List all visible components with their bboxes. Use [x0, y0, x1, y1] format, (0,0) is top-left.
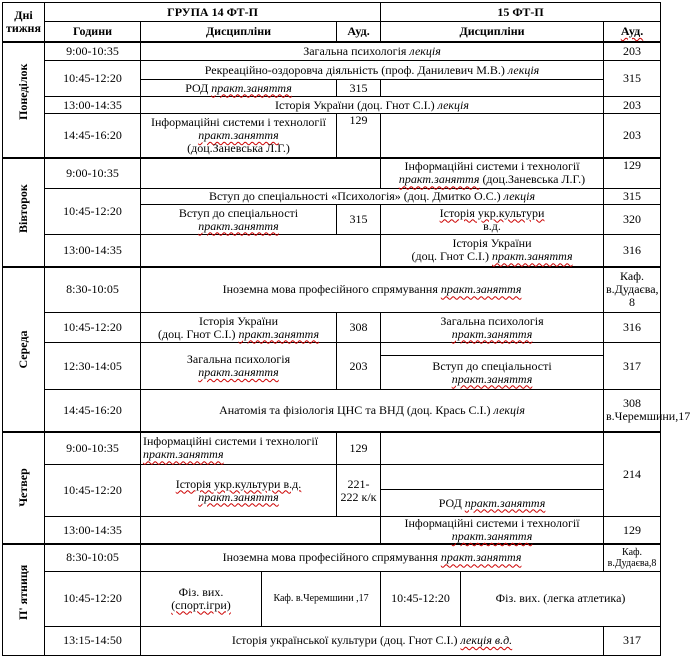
room-cell: Каф. в.Дудаєва,8 [604, 544, 661, 571]
subject-cell: Вступ до спеціальності практ.заняття [141, 205, 337, 235]
time-cell: 10:45-12:20 [45, 189, 141, 235]
subjects-header-2: Дисципліни [381, 22, 604, 42]
subjects-header-1: Дисципліни [141, 22, 337, 42]
subject-cell: Інформаційні системи і технології практ.заняття [141, 432, 337, 465]
subject-cell: Інформаційні системи і технології практ.заняття (доц.Заневська Л.Г.) [141, 114, 337, 158]
room-cell: Каф. в.Черемшини ,17 [262, 571, 381, 626]
room-cell: 315 [337, 80, 381, 97]
schedule-table [2, 2, 690, 656]
group1-header: ГРУПА 14 ФТ-П [45, 3, 381, 22]
room-cell: 203 [337, 343, 381, 390]
time-cell: 9:00-10:35 [45, 432, 141, 465]
room-cell: 316 [604, 235, 661, 267]
subject-cell: Історія укр.культури в.д. [381, 205, 604, 235]
empty-cell [141, 235, 381, 267]
time-cell: 8:30-10:05 [45, 267, 141, 313]
day-friday: П' ятниця [3, 544, 45, 655]
time-cell: 14:45-16:20 [45, 390, 141, 432]
room-cell: 214 [604, 432, 661, 517]
room-cell: 203 [604, 114, 661, 158]
room-cell: 129 [604, 158, 661, 189]
time-cell: 12:30-14:05 [45, 343, 141, 390]
subject-cell: Загальна психологія практ.заняття [381, 313, 604, 343]
room-header-2: Ауд. [604, 22, 661, 42]
subject-cell: Фіз. вих. (легка атлетика) [461, 571, 661, 626]
day-thursday: Четвер [3, 432, 45, 545]
room-cell: 129 [337, 432, 381, 465]
room-cell: 317 [604, 626, 661, 655]
empty-cell [381, 80, 604, 97]
empty-cell [381, 465, 604, 490]
empty-cell [381, 114, 604, 158]
empty-cell [141, 517, 381, 545]
subject-cell: РОД практ.заняття [381, 490, 604, 517]
subject-cell: Інформаційні системи і технології практ.заняття (доц.Заневська Л.Г.) [381, 158, 604, 189]
time-cell: 8:30-10:05 [45, 544, 141, 571]
time-cell: 10:45-12:20 [45, 61, 141, 97]
empty-cell [381, 432, 604, 465]
room-cell: 203 [604, 42, 661, 61]
room-cell: Каф. в.Дудаєва, 8 [604, 267, 661, 313]
time-cell: 14:45-16:20 [45, 114, 141, 158]
time-cell: 10:45-12:20 [45, 465, 141, 517]
time-cell: 10:45-12:20 [381, 571, 461, 626]
subject-cell: Історія України (доц. Гнот С.І.) лекція [141, 97, 604, 114]
time-cell: 9:00-10:35 [45, 158, 141, 189]
empty-cell [141, 158, 381, 189]
subject-cell: Іноземна мова професійного спрямування практ.заняття [141, 267, 604, 313]
room-cell: 315 [604, 61, 661, 97]
subject-cell: Історія України (доц. Гнот С.І.) практ.заняття [381, 235, 604, 267]
subject-cell: Вступ до спеціальності практ.заняття [381, 356, 604, 390]
room-cell: 308 в.Черемшини,17 [604, 390, 661, 432]
subject-cell: Рекреаційно-оздоровча діяльність (проф. Данилевич М.В.) лекція [141, 61, 604, 80]
subject-cell: Історія України (доц. Гнот С.І.) практ.заняття [141, 313, 337, 343]
subject-cell: Загальна психологія практ.заняття [141, 343, 337, 390]
time-cell: 10:45-12:20 [45, 313, 141, 343]
room-header-1: Ауд. [337, 22, 381, 42]
day-tuesday: Вівторок [3, 158, 45, 267]
subject-cell: Інформаційні системи і технології практ.заняття [381, 517, 604, 545]
time-cell: 13:00-14:35 [45, 235, 141, 267]
subject-cell: Фіз. вих. (спорт.ігри) [141, 571, 262, 626]
room-cell: 129 [604, 517, 661, 545]
subject-cell: Загальна психологія лекція [141, 42, 604, 61]
room-cell: 221-222 к/к [337, 465, 381, 517]
day-monday: Понеділок [3, 42, 45, 158]
room-cell: 315 [337, 205, 381, 235]
time-cell: 13:00-14:35 [45, 97, 141, 114]
room-cell: 316 [604, 313, 661, 343]
subject-cell: Іноземна мова професійного спрямування практ.заняття [141, 544, 604, 571]
hours-header: Години [45, 22, 141, 42]
subject-cell: Вступ до спеціальності «Психологія» (доц. Дмитко О.С.) лекція [141, 189, 604, 205]
room-cell: 203 [604, 97, 661, 114]
subject-cell: Історія української культури (доц. Гнот С.І.) лекція в.д. [141, 626, 604, 655]
time-cell: 9:00-10:35 [45, 42, 141, 61]
room-cell: 320 [604, 205, 661, 235]
empty-cell [381, 343, 604, 356]
subject-cell: Історія укр.культури в.д. практ.заняття [141, 465, 337, 517]
time-cell: 10:45-12:20 [45, 571, 141, 626]
day-wednesday: Середа [3, 267, 45, 432]
time-cell: 13:15-14:50 [45, 626, 141, 655]
time-cell: 13:00-14:35 [45, 517, 141, 545]
room-cell: 317 [604, 343, 661, 390]
group2-header: 15 ФТ-П [381, 3, 661, 22]
subject-cell: Анатомія та фізіологія ЦНС та ВНД (доц. Крась С.І.) лекція [141, 390, 604, 432]
days-header: Дні тижня [3, 3, 45, 42]
room-cell: 129 [337, 114, 381, 158]
subject-cell: РОД практ.заняття [141, 80, 337, 97]
room-cell: 315 [604, 189, 661, 205]
room-cell: 308 [337, 313, 381, 343]
